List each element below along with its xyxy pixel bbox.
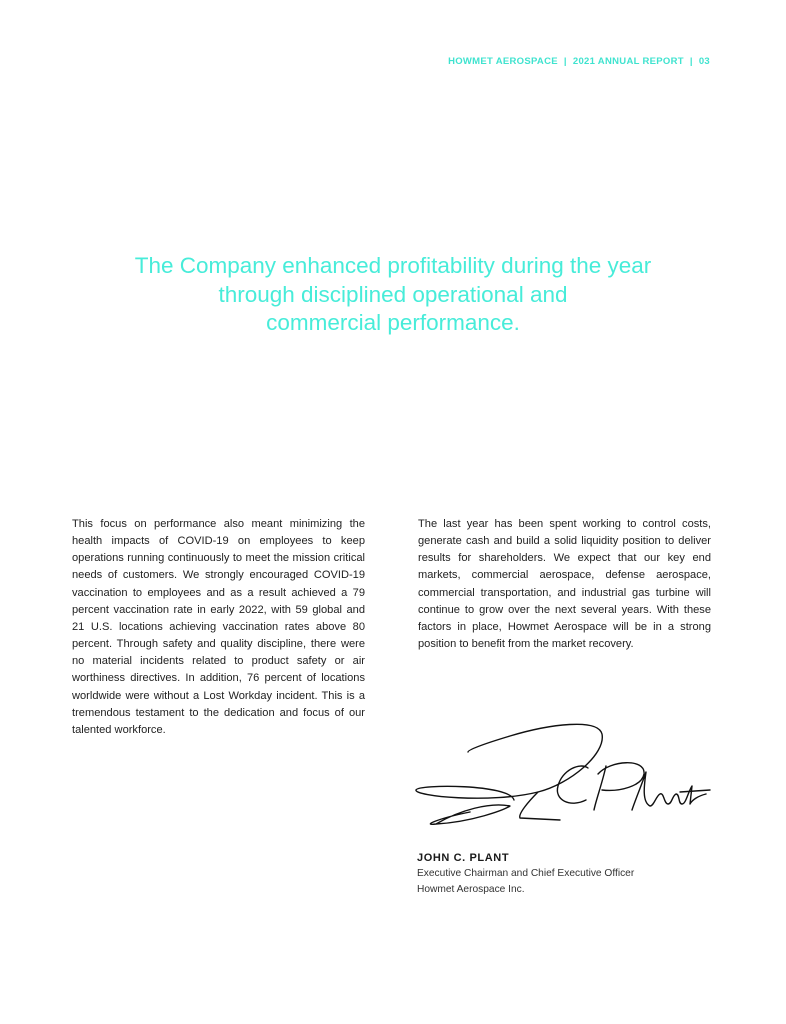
running-header (448, 56, 710, 67)
signatory-company: Howmet Aerospace Inc. (417, 883, 525, 895)
signature-image (410, 714, 720, 834)
body-left-column: This focus on performance also meant minimizing the health impacts of COVID-19 on employees to keep operations running continuously to meet the mission critical needs of customers. We strongly encouraged COVID-19 vaccination to employees and as a result achieved a 79 percent vaccination rate in early 2022, with 59 global and 21 U.S. locations achieving vaccination rates above 80 percent. Through safety and quality discipline, there were no material incidents related to product safety or air worthiness directives. In addition, 76 percent of locations worldwide were without a Lost Workday incident. This is a tremendous testament to the dedication and focus of our talented workforce. (72, 518, 365, 736)
pull-quote (80, 252, 706, 338)
pull-quote-line: commercial performance. (266, 310, 520, 335)
signature-block (417, 850, 717, 897)
body-right-column: The last year has been spent working to control costs, generate cash and build a solid liquidity position to deliver results for shareholders. We expect that our key end markets, commercial aerospace, defense aerospace, commercial transportation, and industrial gas turbine will continue to grow over the next several years. With these factors in place, Howmet Aerospace will be in a strong position to benefit from the market recovery. (418, 518, 711, 651)
header-company: HOWMET AEROSPACE (448, 56, 558, 67)
signatory-title: Executive Chairman and Chief Executive Officer (417, 868, 635, 879)
header-separator: | (689, 56, 693, 67)
page-number: 03 (698, 56, 710, 67)
pull-quote-line: through disciplined operational and (218, 281, 568, 307)
pull-quote-line: The Company enhanced profitability during the year (134, 253, 652, 278)
signatory-name: JOHN C. PLANT (417, 852, 510, 864)
header-report: 2021 ANNUAL REPORT (572, 56, 684, 67)
header-separator: | (563, 56, 567, 67)
